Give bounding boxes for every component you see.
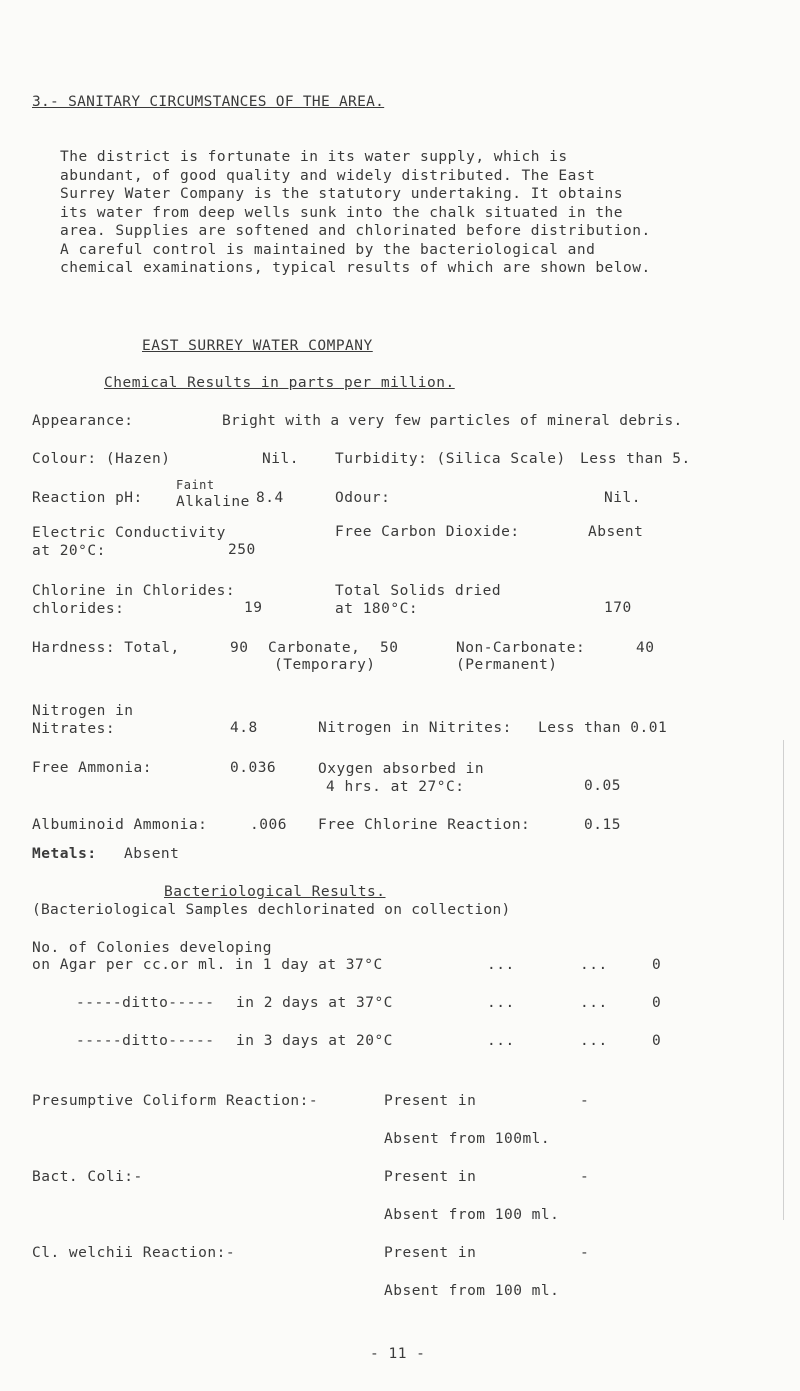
bact-coli-label: Bact. Coli:- — [32, 1169, 143, 1185]
albuminoid-label: Albuminoid Ammonia: — [32, 817, 208, 833]
bact-coli-absent: Absent from 100 ml. — [384, 1207, 560, 1223]
solids-value: 170 — [604, 600, 632, 616]
bacteriological-title: Bacteriological Results. — [164, 884, 386, 900]
chemical-results-title: Chemical Results in parts per million. — [104, 375, 455, 391]
welchii-present: Present in — [384, 1245, 477, 1261]
section-heading: 3.- SANITARY CIRCUMSTANCES OF THE AREA. — [32, 94, 385, 110]
odour-label: Odour: — [335, 490, 391, 506]
colonies-ditto-3: -----ditto----- — [76, 1033, 215, 1049]
metals-label: Metals: — [32, 846, 97, 862]
turbidity-value: Less than 5. — [580, 451, 691, 467]
oxygen-label: Oxygen absorbed in 4 hrs. at 27°C: — [318, 761, 485, 795]
company-title: EAST SURREY WATER COMPANY — [142, 338, 373, 354]
intro-line: The district is fortunate in its water supply, which is — [60, 149, 568, 165]
hardness-total: 90 — [230, 640, 249, 656]
ammonia-label: Free Ammonia: — [32, 760, 152, 776]
co2-value: Absent — [588, 524, 644, 540]
reaction-descriptor — [176, 478, 250, 511]
nitrates-value: 4.8 — [230, 720, 258, 736]
appearance-label: Appearance: — [32, 413, 134, 429]
intro-line: chemical examinations, typical results of which are shown below. — [60, 260, 651, 276]
odour-value: Nil. — [604, 490, 641, 506]
dash: - — [580, 1093, 590, 1109]
colonies-dots: ... — [580, 1033, 608, 1049]
co2-label: Free Carbon Dioxide: — [335, 524, 520, 540]
nitrates-label: Nitrogen in Nitrates: — [32, 703, 134, 737]
colonies-dots: ... — [580, 957, 608, 973]
solids-label: Total Solids dried at 180°C: — [335, 583, 502, 617]
coliform-present: Present in — [384, 1093, 477, 1109]
turbidity-label: Turbidity: (Silica Scale) — [335, 451, 566, 467]
intro-line: its water from deep wells sunk into the chalk situated in the — [60, 204, 624, 221]
colonies-value-3: 0 — [652, 1033, 662, 1049]
bact-coli-present: Present in — [384, 1169, 477, 1185]
reaction-alkaline: Alkaline — [176, 494, 250, 510]
oxygen-value: 0.05 — [584, 778, 621, 794]
coliform-label: Presumptive Coliform Reaction:- — [32, 1093, 319, 1109]
ammonia-value: 0.036 — [230, 760, 277, 776]
colonies-period-2: in 2 days at 37°C — [236, 995, 393, 1011]
colour-label: Colour: (Hazen) — [32, 451, 171, 467]
welchii-absent: Absent from 100 ml. — [384, 1283, 560, 1299]
colonies-day-1: on Agar per cc.or ml. in 1 day at 37°C — [32, 957, 383, 973]
albuminoid-value: .006 — [250, 817, 287, 833]
colour-value: Nil. — [262, 451, 299, 467]
intro-line: abundant, of good quality and widely distributed. The East — [60, 167, 596, 184]
colonies-dots: ... — [487, 1033, 515, 1049]
metals-value: Absent — [124, 846, 180, 862]
page-number: - 11 - — [370, 1346, 426, 1362]
reaction-faint: Faint — [176, 478, 215, 492]
colonies-label: No. of Colonies developing — [32, 940, 272, 956]
free-chlorine-label: Free Chlorine Reaction: — [318, 817, 531, 833]
carbonate-label: Carbonate, — [268, 640, 361, 656]
carbonate-value: 50 — [380, 640, 399, 656]
dash: - — [580, 1169, 590, 1185]
hardness-label: Hardness: Total, — [32, 640, 180, 656]
colonies-ditto-2: -----ditto----- — [76, 995, 215, 1011]
reaction-label: Reaction pH: — [32, 490, 143, 506]
intro-line: area. Supplies are softened and chlorinated before distribution. — [60, 223, 651, 239]
colonies-value-2: 0 — [652, 995, 662, 1011]
colonies-dots: ... — [487, 957, 515, 973]
intro-paragraph — [60, 148, 760, 278]
welchii-label: Cl. welchii Reaction:- — [32, 1245, 236, 1261]
reaction-value: 8.4 — [256, 490, 284, 506]
nitrites-label: Nitrogen in Nitrites: — [318, 720, 512, 736]
intro-line: Surrey Water Company is the statutory undertaking. It obtains — [60, 186, 624, 202]
page-edge-line — [783, 740, 784, 1220]
conductivity-label: Electric Conductivity at 20°C: — [32, 525, 226, 559]
chlorine-label: Chlorine in Chlorides: chlorides: — [32, 583, 236, 617]
coliform-absent: Absent from 100ml. — [384, 1131, 551, 1147]
colonies-dots: ... — [580, 995, 608, 1011]
intro-line: A careful control is maintained by the bacteriological and — [60, 241, 596, 258]
appearance-value: Bright with a very few particles of mineral debris. — [222, 413, 683, 429]
noncarbonate-label: Non-Carbonate: — [456, 640, 586, 656]
colonies-value-1: 0 — [652, 957, 662, 973]
nitrites-value: Less than 0.01 — [538, 720, 668, 736]
noncarbonate-value: 40 — [636, 640, 655, 656]
free-chlorine-value: 0.15 — [584, 817, 621, 833]
chlorine-value: 19 — [244, 600, 263, 616]
colonies-period-3: in 3 days at 20°C — [236, 1033, 393, 1049]
bacteriological-subtitle: (Bacteriological Samples dechlorinated on collection) — [32, 902, 511, 918]
noncarbonate-note: (Permanent) — [456, 657, 558, 673]
colonies-dots: ... — [487, 995, 515, 1011]
carbonate-note: (Temporary) — [274, 657, 376, 673]
conductivity-value: 250 — [228, 542, 256, 558]
dash: - — [580, 1245, 590, 1261]
